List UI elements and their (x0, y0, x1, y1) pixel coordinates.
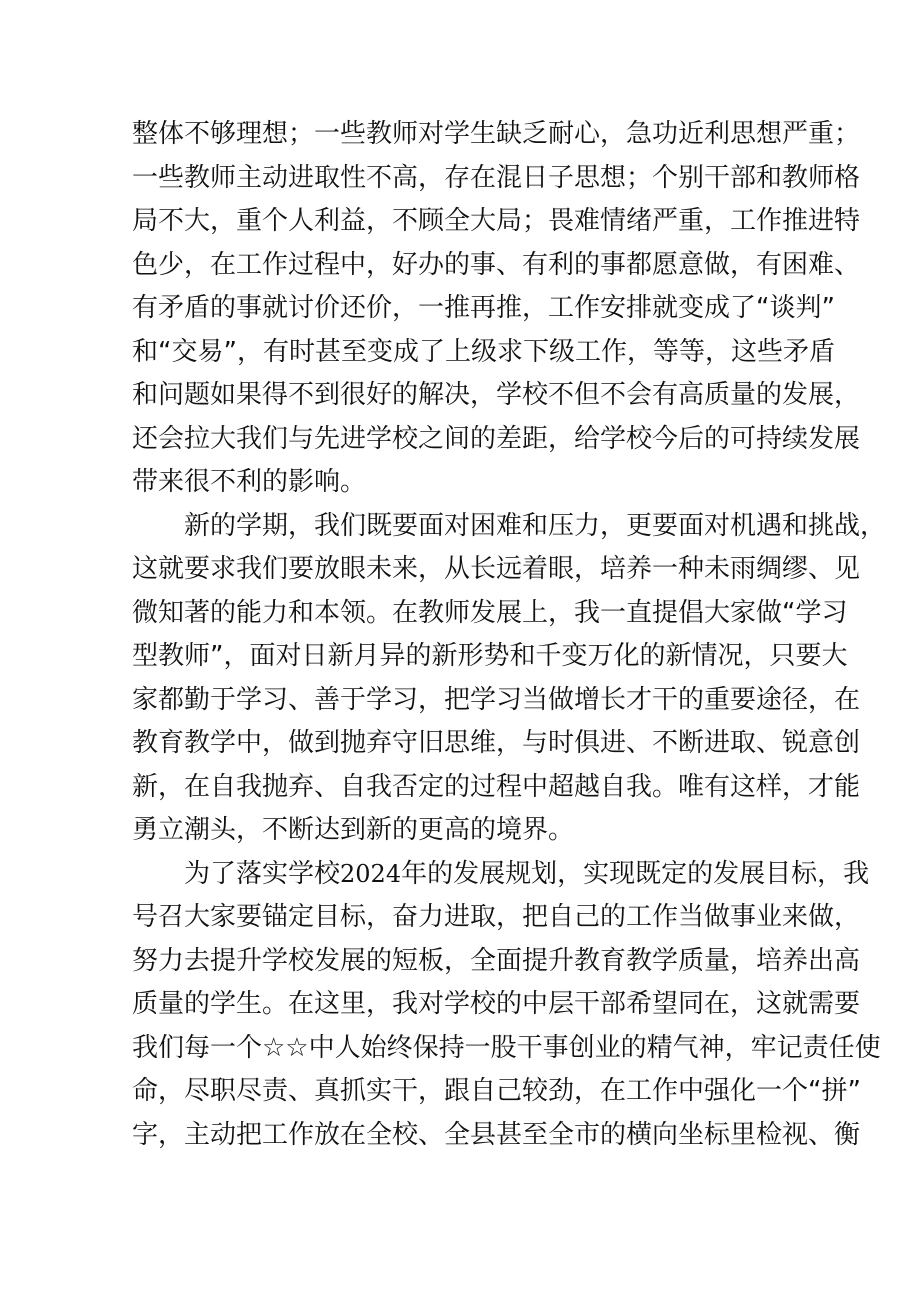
paragraph-2 (132, 505, 887, 853)
text-line: 新的学期，我们既要面对困难和压力，更要面对机遇和挑战， (184, 510, 887, 541)
text-line: 字，主动把工作放在全校、全县甚至全市的横向坐标里检视、衡 (132, 1119, 861, 1150)
text-line: 一些教师主动进取性不高，存在混日子思想；个别干部和教师格 (132, 162, 861, 193)
text-line: 教育教学中，做到抛弃守旧思维，与时俱进、不断进取、锐意创 (132, 728, 861, 758)
year-number: 2024 (340, 859, 402, 888)
text-line: 家都勤于学习、善于学习，把学习当做增长才干的重要途径，在 (132, 684, 861, 715)
text-segment: 年的发展规划，实现既定的发展目标，我 (401, 858, 870, 889)
text-line: 带来很不利的影响。 (132, 467, 367, 497)
text-line: 局不大，重个人利益，不顾全大局；畏难情绪严重，工作推进特 (132, 206, 861, 236)
text-line (132, 853, 870, 897)
text-line: 微知著的能力和本领。在教师发展上，我一直提倡大家做“学习 (132, 597, 848, 628)
text-line: 命，尽职尽责、真抓实干，跟自己较劲，在工作中强化一个“拼” (132, 1076, 861, 1106)
paragraph-3 (132, 853, 881, 1158)
text-line: 勇立潮头，不断达到新的更高的境界。 (132, 815, 575, 845)
text-line: 色少，在工作过程中，好办的事、有利的事都愿意做，有困难、 (132, 249, 861, 280)
text-line: 新，在自我抛弃、自我否定的过程中超越自我。唯有这样，才能 (132, 771, 861, 802)
document-body (132, 113, 887, 1157)
text-line: 这就要求我们要放眼未来，从长远着眼，培养一种未雨绸缪、见 (132, 554, 861, 584)
text-line: 还会拉大我们与先进学校之间的差距，给学校今后的可持续发展 (132, 423, 861, 454)
text-line: 和“交易”，有时甚至变成了上级求下级工作，等等，这些矛盾 (132, 336, 835, 367)
text-line: 质量的学生。在这里，我对学校的中层干部希望同在，这就需要 (132, 989, 861, 1019)
text-line: 我们每一个☆☆中人始终保持一股干事创业的精气神，牢记责任使 (132, 1032, 881, 1063)
text-line: 型教师”，面对日新月异的新形势和千变万化的新情况，只要大 (132, 641, 848, 671)
text-line: 整体不够理想；一些教师对学生缺乏耐心，急功近利思想严重； (132, 119, 861, 149)
paragraph-1 (132, 113, 861, 505)
text-line: 有矛盾的事就讨价还价，一推再推，工作安排就变成了“谈判” (132, 293, 835, 323)
text-line: 努力去提升学校发展的短板，全面提升教育教学质量，培养出高 (132, 945, 861, 976)
text-line: 和问题如果得不到很好的解决，学校不但不会有高质量的发展， (132, 380, 861, 410)
text-line: 号召大家要锚定目标，奋力进取，把自己的工作当做事业来做， (132, 902, 861, 932)
text-segment: 为了落实学校 (184, 858, 341, 889)
